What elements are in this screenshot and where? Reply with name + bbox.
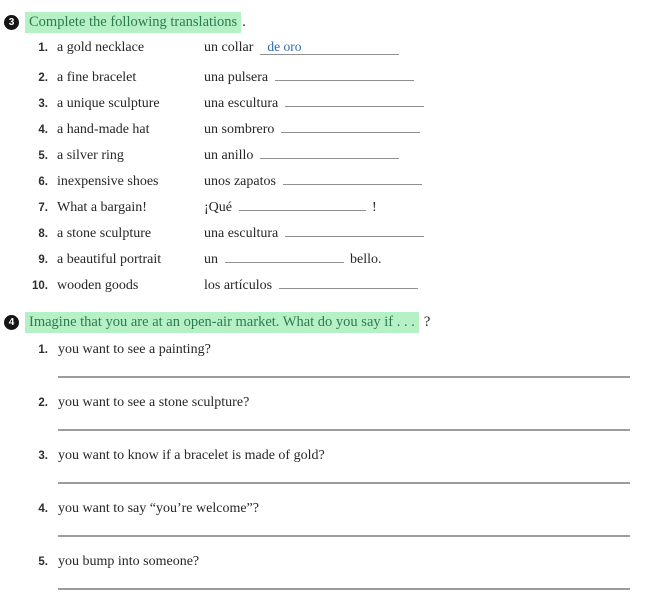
spanish-phrase: unos zapatos — [204, 174, 276, 189]
spanish-suffix: bello. — [350, 252, 382, 267]
item-number: 9. — [38, 254, 48, 266]
exercise-3 — [0, 13, 654, 299]
item-number: 8. — [38, 228, 48, 240]
exercise-3-title — [25, 13, 246, 31]
translation-row-8 — [24, 221, 630, 247]
translation-row-5 — [24, 143, 630, 169]
english-phrase: What a bargain! — [57, 200, 147, 215]
answer-line[interactable] — [58, 535, 630, 537]
exercise-4-number-badge: 4 — [4, 315, 19, 330]
question-list — [24, 341, 630, 590]
translation-row-1 — [24, 39, 630, 65]
english-phrase: a beautiful portrait — [57, 252, 162, 267]
question-item-3 — [24, 447, 630, 484]
item-number: 3. — [38, 98, 48, 110]
spanish-phrase: un anillo — [204, 148, 254, 163]
english-phrase: inexpensive shoes — [57, 174, 159, 189]
spanish-phrase: un sombrero — [204, 122, 275, 137]
item-number: 4. — [38, 124, 48, 136]
question-text: you want to know if a bracelet is made of gold? — [58, 448, 325, 463]
english-phrase: a gold necklace — [57, 40, 145, 55]
english-phrase: a unique sculpture — [57, 96, 160, 111]
translation-row-4 — [24, 117, 630, 143]
exercise-4-title-highlight: Imagine that you are at an open-air market. What do you say if . . . — [25, 312, 419, 333]
english-phrase: a silver ring — [57, 148, 124, 163]
spanish-phrase: una pulsera — [204, 70, 269, 85]
answer-blank[interactable]: de oro — [260, 39, 399, 55]
item-number: 2. — [38, 397, 48, 409]
answer-line[interactable] — [58, 588, 630, 590]
answer-blank[interactable] — [283, 169, 422, 185]
exercise-3-header — [4, 13, 654, 31]
answer-blank[interactable] — [275, 65, 414, 81]
spanish-suffix: ! — [372, 200, 377, 215]
exercise-3-title-highlight: Complete the following translations — [25, 12, 241, 33]
question-text: you want to say “you’re welcome”? — [58, 501, 259, 516]
translation-row-6 — [24, 169, 630, 195]
spanish-phrase: un — [204, 252, 218, 267]
exercise-4 — [0, 313, 654, 590]
english-phrase: a stone sculpture — [57, 226, 152, 241]
item-number: 1. — [38, 42, 48, 54]
question-item-4 — [24, 500, 630, 537]
answer-blank[interactable] — [285, 221, 424, 237]
question-item-5 — [24, 553, 630, 590]
item-number: 2. — [38, 72, 48, 84]
answer-blank[interactable] — [279, 273, 418, 289]
answer-line[interactable] — [58, 429, 630, 431]
translation-row-7 — [24, 195, 630, 221]
question-text: you want to see a stone sculpture? — [58, 395, 250, 410]
english-phrase: a fine bracelet — [57, 70, 137, 85]
translation-row-9 — [24, 247, 630, 273]
exercise-4-header — [4, 313, 654, 331]
item-number: 3. — [38, 450, 48, 462]
exercise-3-title-suffix: . — [242, 14, 246, 30]
answer-line[interactable] — [58, 376, 630, 378]
item-number: 4. — [38, 503, 48, 515]
answer-blank[interactable] — [225, 247, 344, 263]
item-number: 7. — [38, 202, 48, 214]
item-number: 10. — [32, 280, 48, 292]
exercise-3-number-badge: 3 — [4, 15, 19, 30]
answer-blank[interactable] — [260, 143, 399, 159]
question-item-2 — [24, 394, 630, 431]
answer-line[interactable] — [58, 482, 630, 484]
translation-row-3 — [24, 91, 630, 117]
item-number: 5. — [38, 150, 48, 162]
exercise-4-title-suffix: ? — [423, 314, 431, 330]
answer-blank[interactable] — [281, 117, 420, 133]
question-item-1 — [24, 341, 630, 378]
question-text: you bump into someone? — [58, 554, 200, 569]
spanish-phrase: una escultura — [204, 96, 279, 111]
translation-row-2 — [24, 65, 630, 91]
exercise-4-title — [25, 313, 430, 331]
spanish-phrase: una escultura — [204, 226, 279, 241]
item-number: 1. — [38, 344, 48, 356]
answer-blank[interactable] — [239, 195, 366, 211]
english-phrase: a hand-made hat — [57, 122, 150, 137]
spanish-phrase: los artículos — [204, 278, 273, 293]
item-number: 6. — [38, 176, 48, 188]
item-number: 5. — [38, 556, 48, 568]
english-phrase: wooden goods — [57, 278, 139, 293]
translation-row-10 — [24, 273, 630, 299]
spanish-phrase: un collar — [204, 40, 254, 55]
spanish-phrase: ¡Qué — [204, 200, 232, 215]
translation-list — [24, 39, 630, 299]
question-text: you want to see a painting? — [58, 342, 211, 357]
answer-blank[interactable] — [285, 91, 424, 107]
